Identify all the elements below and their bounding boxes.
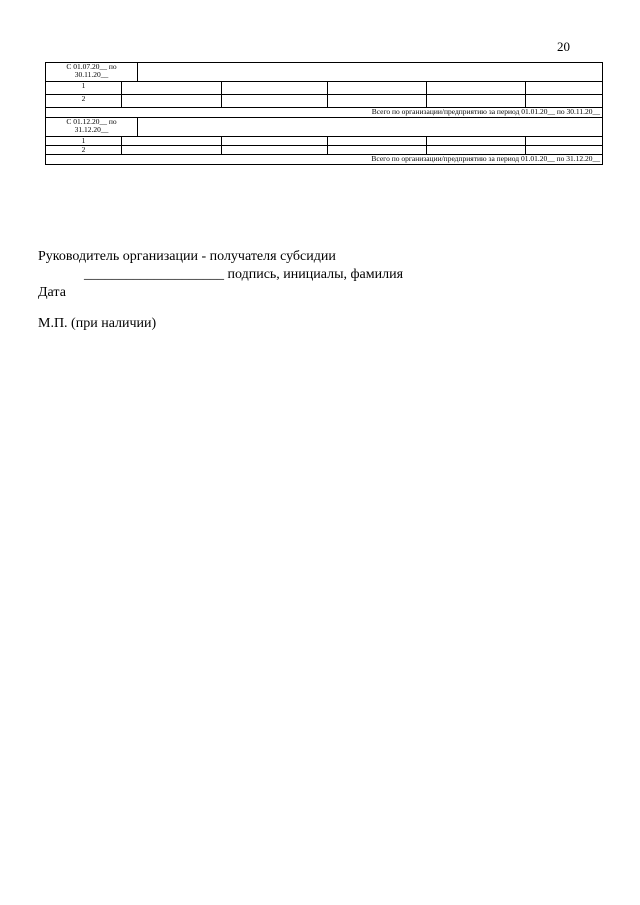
table-row: [46, 82, 603, 95]
empty-cell: [138, 118, 603, 137]
empty-cell: [122, 137, 222, 146]
row-number: 2: [46, 95, 122, 108]
row-number: 1: [46, 137, 122, 146]
empty-cell: [526, 137, 603, 146]
period-row: [46, 63, 603, 82]
head-label: Руководитель организации - получателя субсидии: [38, 249, 336, 264]
row-number: 2: [46, 146, 122, 155]
period-to: 30.11.20__: [74, 70, 109, 79]
period-to: 31.12.20__: [74, 125, 109, 134]
total-row: [46, 108, 603, 118]
sign-line: ____________________ подпись, инициалы, фамилия: [84, 267, 404, 282]
period-cell: [46, 118, 138, 137]
total-label: Всего по организации/предприятию за период 01.01.20__ по 31.12.20__: [46, 155, 603, 165]
empty-cell: [328, 137, 427, 146]
empty-cell: [138, 63, 603, 82]
empty-cell: [328, 82, 427, 95]
empty-cell: [427, 95, 526, 108]
empty-cell: [222, 137, 328, 146]
empty-cell: [222, 95, 328, 108]
total-row: [46, 155, 603, 165]
stamp-label: М.П. (при наличии): [38, 316, 157, 331]
table-row: [46, 95, 603, 108]
empty-cell: [526, 82, 603, 95]
subsidy-period-table: [45, 62, 603, 165]
empty-cell: [122, 82, 222, 95]
empty-cell: [122, 95, 222, 108]
period-cell: [46, 63, 138, 82]
empty-cell: [122, 146, 222, 155]
empty-cell: [222, 82, 328, 95]
period-row: [46, 118, 603, 137]
empty-cell: [222, 146, 328, 155]
signature-block: [38, 248, 403, 333]
empty-cell: [328, 95, 427, 108]
row-number: 1: [46, 82, 122, 95]
date-label: Дата: [38, 285, 66, 300]
period-from: С 01.07.20__ по: [66, 62, 117, 71]
period-from: С 01.12.20__ по: [66, 117, 117, 126]
empty-cell: [526, 95, 603, 108]
table-row: [46, 137, 603, 146]
page-number: 20: [557, 39, 570, 54]
empty-cell: [427, 137, 526, 146]
empty-cell: [427, 82, 526, 95]
total-label: Всего по организации/предприятию за период 01.01.20__ по 30.11.20__: [46, 108, 603, 118]
